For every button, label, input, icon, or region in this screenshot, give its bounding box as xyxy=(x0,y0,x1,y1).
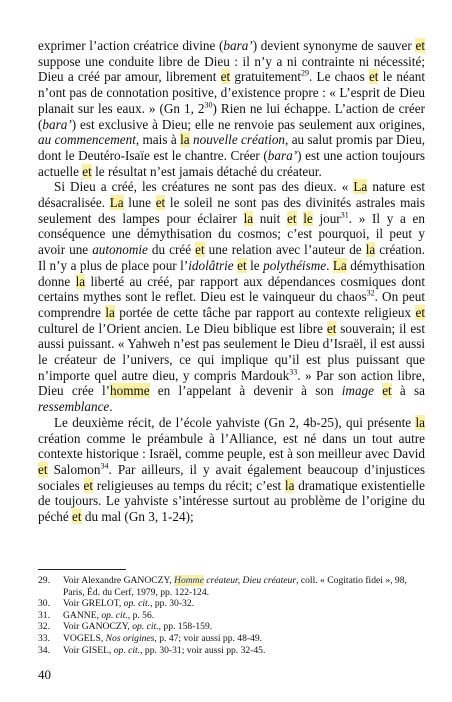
highlighted-text: et xyxy=(220,69,231,85)
italic-text: bara’ xyxy=(267,147,298,163)
text-run: le néant n’ont pas de connotation positive, d’existence propre : « L’esprit de Dieu planait sur les eaux. » (Gn 1, 2 xyxy=(38,69,425,116)
text-run: souverain; il est aussi puissant. « Yahweh n’est pas seulement le Dieu d’Israël, il est aussi le créateur de l’univers, ce qui implique qu’il est plus puissant que n’importe quel autre dieu, y compris Mardouk xyxy=(38,320,425,383)
highlighted-text: et xyxy=(287,210,297,226)
footnote-text xyxy=(63,621,425,633)
text-run: . » Par son action libre, Dieu crée l’ xyxy=(38,367,425,399)
highlighted-text: le xyxy=(303,210,313,226)
italic-text: Nos origines xyxy=(105,632,155,644)
text-run: dramatique existentielle de toujours. Le yahviste s’intéresse surtout au problème de l’origine du péché xyxy=(38,477,425,525)
highlighted-text: et xyxy=(155,195,166,211)
highlighted-text: la xyxy=(75,273,86,289)
text-run: nuit xyxy=(253,210,287,226)
highlighted-text: la xyxy=(284,477,295,493)
text-run: démythisation donne xyxy=(38,257,425,289)
footnote-text xyxy=(63,645,425,657)
footnote-number: 30. xyxy=(38,598,50,610)
footnote xyxy=(38,610,425,622)
text-run: . xyxy=(109,399,113,415)
highlighted-text: et xyxy=(415,304,425,320)
text-run: , pp. 30-31; voir aussi pp. 32-45. xyxy=(140,644,266,656)
italic-text: op. cit. xyxy=(101,609,128,621)
footnote-ref: 32 xyxy=(366,288,375,298)
highlighted-text: et xyxy=(368,69,379,85)
paragraph xyxy=(38,179,425,415)
text-run: ) est exclusive à Dieu; elle ne renvoie pas seulement aux origines, xyxy=(71,116,425,132)
text-run: Si Dieu a créé, les créatures ne sont pas des dieux. « xyxy=(54,179,354,195)
text-run: , au salut promis par Dieu, dont le Deutéro-Isaïe est le chantre. Créer ( xyxy=(38,132,425,163)
italic-text: op. cit. xyxy=(123,598,151,610)
highlighted-text: et xyxy=(382,383,392,399)
page-body xyxy=(38,38,425,525)
italic-text: créateur, Dieu créateur xyxy=(206,575,297,586)
italic-text: au commencement xyxy=(38,132,136,148)
footnote-number: 32. xyxy=(38,621,50,633)
text-run: du créé xyxy=(147,242,196,258)
text-run: , coll. « Cogitatio fidei », 98, Paris, Éd. du Cerf, 1979, pp. 122-124. xyxy=(63,575,407,598)
highlighted-text: et xyxy=(72,509,82,525)
highlighted-text: et xyxy=(237,257,247,273)
text-run: , mais à xyxy=(135,132,181,148)
highlighted-text: La xyxy=(353,179,368,195)
text-run: ) est une action toujours actuelle xyxy=(38,147,425,179)
text-run: création. Il n’y a plus de place pour l’ xyxy=(38,242,426,273)
text-run: . On peut comprendre xyxy=(38,289,425,320)
footnote xyxy=(38,645,425,657)
text-run: , p. 56. xyxy=(127,609,155,621)
italic-text: bara’ xyxy=(223,38,253,53)
text-run: une relation avec l’auteur de xyxy=(204,242,366,258)
highlighted-text: Homme xyxy=(174,575,204,586)
text-run: . xyxy=(326,257,333,273)
text-run: . » Il y a en conséquence une démythisation du cosmos; c’est pourquoi, il peut y avoir une xyxy=(38,210,426,258)
footnote xyxy=(38,575,425,598)
footnote-number: 34. xyxy=(38,644,50,656)
text-run: lune xyxy=(123,195,156,211)
text-run: gratuitement xyxy=(230,69,302,85)
italic-text: ressemblance xyxy=(38,399,110,415)
text-run: jour xyxy=(312,210,341,226)
page-number: 40 xyxy=(38,667,51,682)
footnote-ref: 33 xyxy=(289,367,298,377)
highlighted-text: la xyxy=(180,132,190,148)
text-run: Salomon xyxy=(47,461,101,477)
highlighted-text: et xyxy=(83,477,94,493)
text-run: Voir Alexandre GANOCZY, xyxy=(63,575,175,586)
footnote xyxy=(38,633,425,645)
footnote-ref: 34 xyxy=(100,461,109,471)
footnote-text xyxy=(63,633,425,645)
text-run: religieuses au temps du récit; c’est xyxy=(93,477,285,493)
text-run: ) Rien ne lui échappe. L’action de créer ( xyxy=(38,100,425,132)
text-run: , pp. 158-159. xyxy=(158,621,213,633)
text-run: en l’appelant à devenir à son xyxy=(149,383,342,399)
italic-text: nouvelle création xyxy=(193,132,286,148)
footnote-text xyxy=(63,575,425,598)
highlighted-text: la xyxy=(415,414,425,430)
footnote-divider xyxy=(38,569,126,570)
text-run: , p. 47; voir aussi pp. 48-49. xyxy=(154,632,263,644)
text-run xyxy=(374,383,382,398)
highlighted-text: La xyxy=(332,257,347,273)
text-run: exprimer l’action créatrice divine ( xyxy=(38,38,224,53)
text-run: culturel de l’Orient ancien. Le Dieu biblique est libre xyxy=(38,320,327,336)
text-run: création comme le préambule à l’Alliance, est né dans un tout autre contexte historique : Israël, comme peuple, est à son meilleur avec David xyxy=(38,430,425,462)
footnote-number: 33. xyxy=(38,632,50,644)
highlighted-text: et xyxy=(415,38,425,53)
highlighted-text: homme xyxy=(110,383,150,399)
footnote-number: 31. xyxy=(38,609,50,621)
body-text xyxy=(38,38,425,525)
text-run: Le deuxième récit, de l’école yahviste (Gn 2, 4b-25), qui présente xyxy=(54,414,416,430)
footnote-text xyxy=(63,598,425,610)
italic-text: bara’ xyxy=(42,116,72,132)
text-run: GANNE, xyxy=(63,609,102,621)
text-run: nature est désacralisée. xyxy=(38,179,425,211)
text-run: à sa xyxy=(391,383,425,399)
text-run: liberté au créé, par rapport aux dépendances cosmiques dont certains mythes sont le reflet. Dieu est le vainqueur du chaos xyxy=(38,273,425,305)
footnote xyxy=(38,598,425,610)
text-run: . Par ailleurs, il y avait également beaucoup d’injustices sociales xyxy=(38,461,425,493)
text-run: le soleil ne sont pas des divinités astrales mais seulement des lampes pour éclairer xyxy=(38,195,425,226)
footnote xyxy=(38,621,425,633)
footnote-ref: 30 xyxy=(204,100,213,110)
highlighted-text: et xyxy=(38,461,48,477)
text-run: VOGELS, xyxy=(63,632,106,644)
italic-text: polythéisme xyxy=(263,257,327,273)
footnotes xyxy=(38,575,425,656)
paragraph xyxy=(38,38,425,179)
footnote-ref: 29 xyxy=(301,69,310,79)
highlighted-text: la xyxy=(105,304,115,320)
highlighted-text: la xyxy=(365,242,376,258)
text-run: ) devient synonyme de sauver xyxy=(252,38,416,53)
italic-text: autonomie xyxy=(92,242,148,258)
text-run: portée de cette tâche par rapport au contexte religieux xyxy=(114,304,416,320)
italic-text: idolâtrie xyxy=(188,257,234,273)
highlighted-text: et xyxy=(326,320,337,336)
footnote-text xyxy=(63,610,425,622)
text-run: du mal (Gn 3, 1-24); xyxy=(81,509,194,525)
text-run: le résultat n’est jamais détaché du créateur. xyxy=(91,163,322,179)
text-run: le xyxy=(246,257,264,273)
text-run: Voir GRELOT, xyxy=(63,598,124,610)
footnote-ref: 31 xyxy=(340,210,349,220)
italic-text: image xyxy=(341,383,374,399)
highlighted-text: la xyxy=(243,210,254,226)
footnote-number: 29. xyxy=(38,575,50,586)
highlighted-text: et xyxy=(82,163,92,179)
text-run: , pp. 30-32. xyxy=(150,598,195,610)
paragraph xyxy=(38,415,425,525)
text-run: suppose une conduite libre de Dieu : il n’y a ni contrainte ni nécessité; Dieu a créé par amour, librement xyxy=(38,53,425,85)
text-run: Voir GANOCZY, xyxy=(63,621,133,633)
highlighted-text: et xyxy=(195,242,205,258)
italic-text: op. cit. xyxy=(132,621,159,633)
text-run: . Le chaos xyxy=(309,69,369,85)
highlighted-text: La xyxy=(109,195,124,211)
text-run: Voir GISEL, xyxy=(63,644,114,656)
italic-text: op. cit. xyxy=(113,644,141,656)
